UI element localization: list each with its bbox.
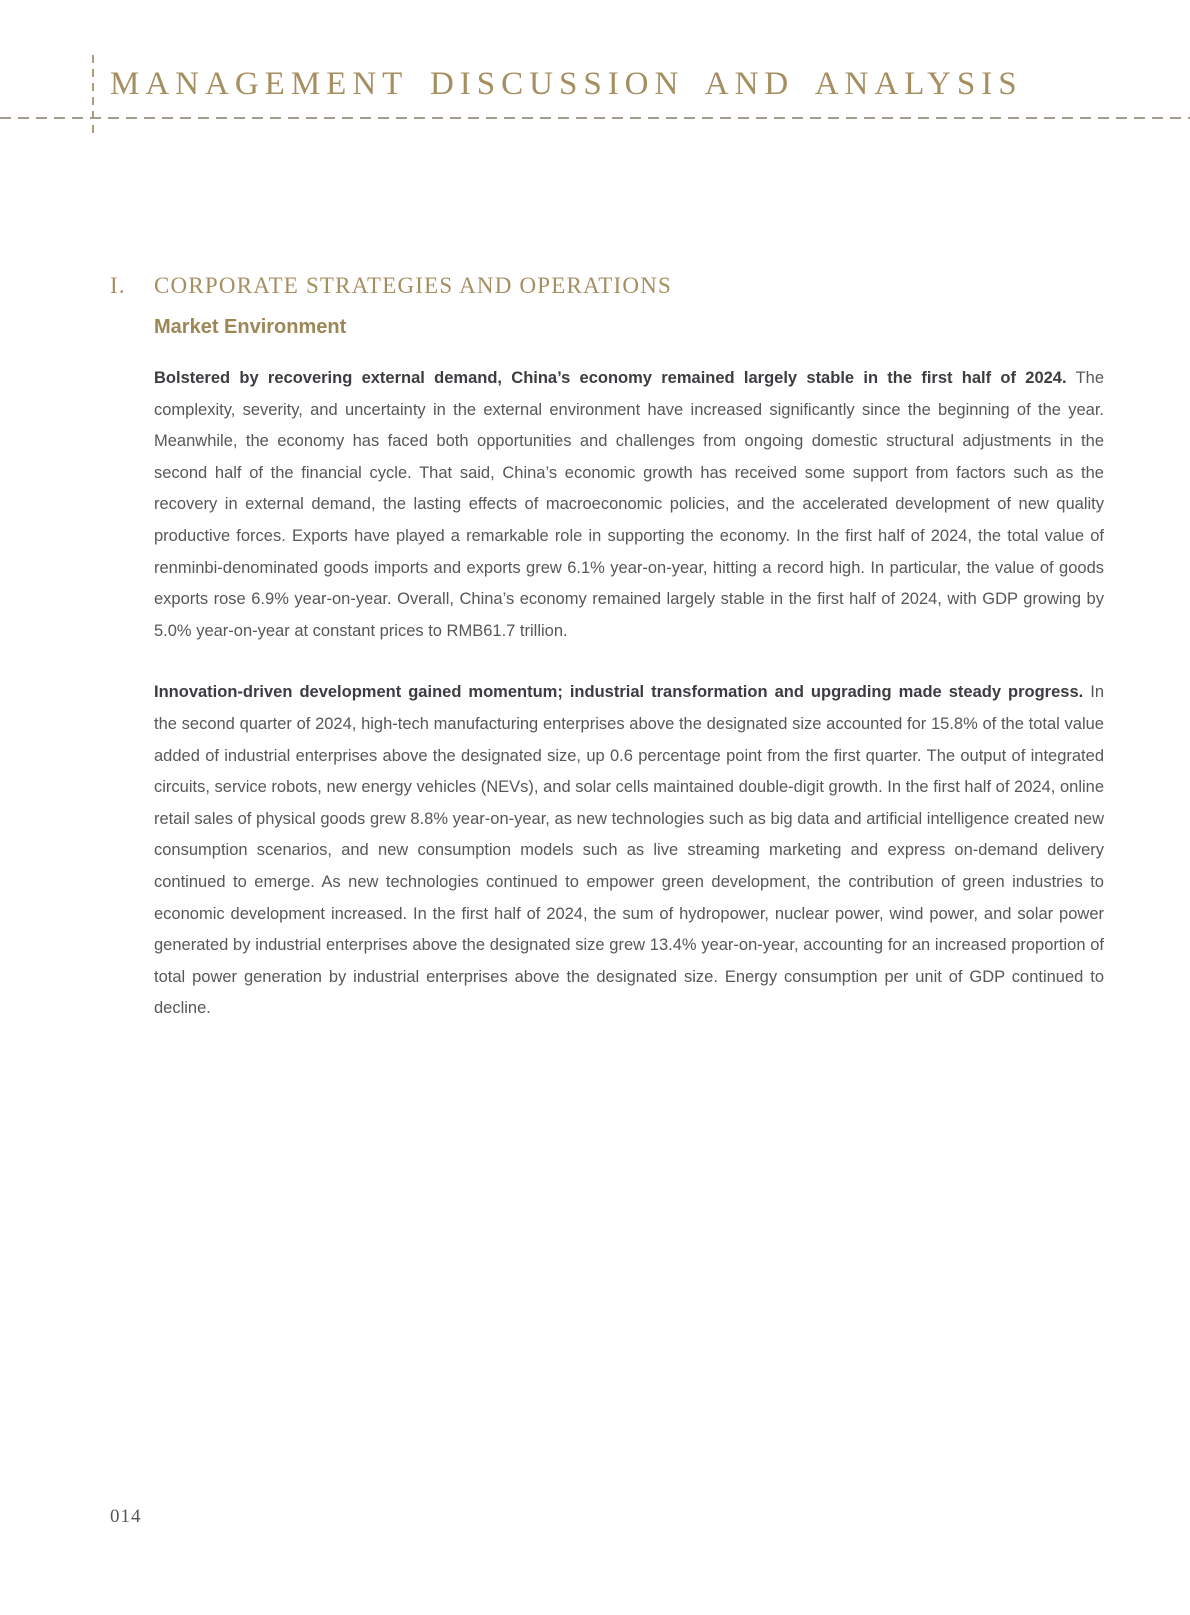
main-content <box>110 272 1105 1025</box>
section-title: CORPORATE STRATEGIES AND OPERATIONS <box>154 273 673 298</box>
page-header <box>0 0 1190 160</box>
horizontal-dashed-line <box>0 117 1190 119</box>
paragraph-market-environment-2 <box>154 677 1104 1025</box>
vertical-dashed-line <box>92 55 94 137</box>
section-heading <box>110 272 1104 300</box>
section-number: I. <box>110 273 126 298</box>
page-number: 014 <box>110 1506 142 1527</box>
page-footer <box>110 1506 142 1528</box>
paragraph-1-body: The complexity, severity, and uncertainty in the external environment have increased significantly since the beginning of the year. Meanwhile, the economy has faced both opportunities and challenges from ongoing domestic structural adjustments in the second half of the financial cycle. That said, China’s economic growth has received some support from factors such as the recovery in external demand, the lasting effects of macroeconomic policies, and the accelerated development of new quality productive forces. Exports have played a remarkable role in supporting the economy. In the first half of 2024, the total value of renminbi-denominated goods imports and exports grew 6.1% year-on-year, hitting a record high. In particular, the value of goods exports rose 6.9% year-on-year. Overall, China’s economy remained largely stable in the first half of 2024, with GDP growing by 5.0% year-on-year at constant prices to RMB61.7 trillion. <box>154 369 1104 640</box>
paragraph-market-environment-1 <box>154 363 1104 647</box>
subsection-title: Market Environment <box>154 316 347 338</box>
paragraph-1-bold-lead: Bolstered by recovering external demand, China’s economy remained largely stable in the first half of 2024. <box>154 369 1067 387</box>
paragraph-2-bold-lead: Innovation-driven development gained momentum; industrial transformation and upgrading made steady progress. <box>154 683 1084 702</box>
page-title: MANAGEMENT DISCUSSION AND ANALYSIS <box>110 66 1023 102</box>
paragraph-2-body: In the second quarter of 2024, high-tech manufacturing enterprises above the designated size accounted for 15.8% of the total value added of industrial enterprises above the designated size, up 0.6 percentage point from the first quarter. The output of integrated circuits, service robots, new energy vehicles (NEVs), and solar cells maintained double-digit growth. In the first half of 2024, online retail sales of physical goods grew 8.8% year-on-year, as new technologies such as big data and artificial intelligence created new consumption scenarios, and new consumption models such as live streaming marketing and express on-demand delivery continued to emerge. As new technologies continued to empower green development, the contribution of green industries to economic development increased. In the first half of 2024, the sum of hydropower, nuclear power, wind power, and solar power generated by industrial enterprises above the designated size grew 13.4% year-on-year, accounting for an increased proportion of total power generation by industrial enterprises above the designated size. Energy consumption per unit of GDP continued to decline. <box>154 683 1105 1018</box>
